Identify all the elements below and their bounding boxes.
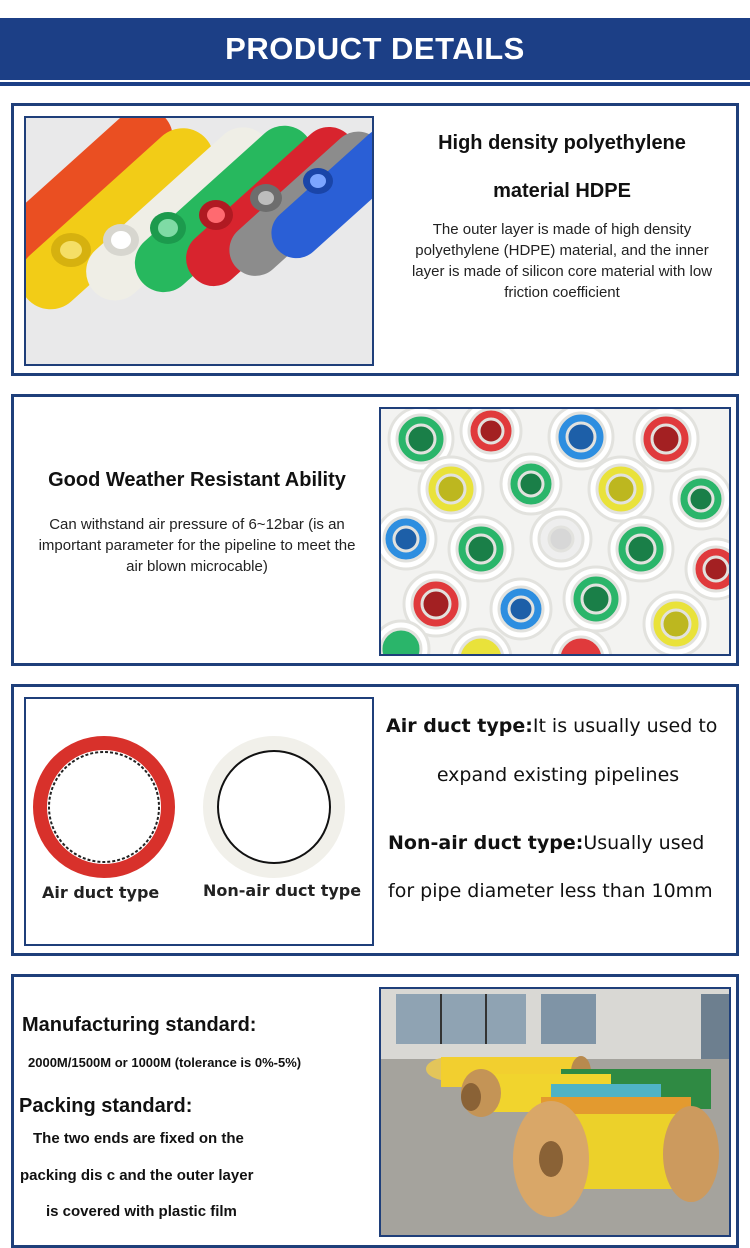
section-weather-resistance [11, 394, 739, 666]
warehouse-reels-photo [379, 987, 731, 1237]
pipe-bundle-photo [379, 407, 731, 656]
air-duct-row [386, 715, 736, 738]
packing-standard-line1: The two ends are fixed on the [33, 1130, 244, 1147]
non-air-duct-row [388, 832, 738, 854]
hdpe-description: The outer layer is made of high density polyethylene (HDPE) material, and the inner layer is made of silicon core material with low friction coefficient [411, 221, 713, 301]
hdpe-heading-line2: material HDPE [493, 180, 631, 202]
packing-standard-title: Packing standard: [19, 1095, 193, 1117]
air-duct-image-label: Air duct type [42, 883, 160, 902]
header-underline [0, 80, 750, 86]
non-air-duct-text-b: for pipe diameter less than 10mm [388, 880, 713, 902]
manufacturing-standard-text: 2000M/1500M or 1000M (tolerance is 0%-5%) [28, 1055, 302, 1070]
air-duct-text-a: It is usually used to [532, 715, 718, 737]
section-duct-types [11, 684, 739, 956]
weather-heading: Good Weather Resistant Ability [48, 469, 346, 491]
manufacturing-standard-title: Manufacturing standard: [22, 1014, 257, 1036]
hdpe-pipes-photo [24, 116, 374, 366]
section-hdpe-material [11, 103, 739, 376]
non-air-duct-text-a: Usually used [583, 832, 705, 854]
packing-standard-line3: is covered with plastic film [46, 1203, 237, 1220]
duct-type-comparison-image [24, 697, 374, 946]
packing-standard-line2: packing dis c and the outer layer [20, 1167, 254, 1184]
section-standards [11, 974, 739, 1248]
non-air-duct-title: Non-air duct type: [388, 832, 584, 854]
page-title: PRODUCT DETAILS [225, 31, 525, 66]
weather-description: Can withstand air pressure of 6~12bar (is an important parameter for the pipeline to meet the air blown microcable) [38, 516, 356, 575]
non-air-duct-image-label: Non-air duct type [203, 881, 362, 900]
hdpe-heading-line1: High density polyethylene [438, 132, 686, 154]
header-banner [0, 18, 750, 80]
air-duct-text-b: expand existing pipelines [436, 764, 680, 786]
air-duct-title: Air duct type: [386, 715, 533, 737]
